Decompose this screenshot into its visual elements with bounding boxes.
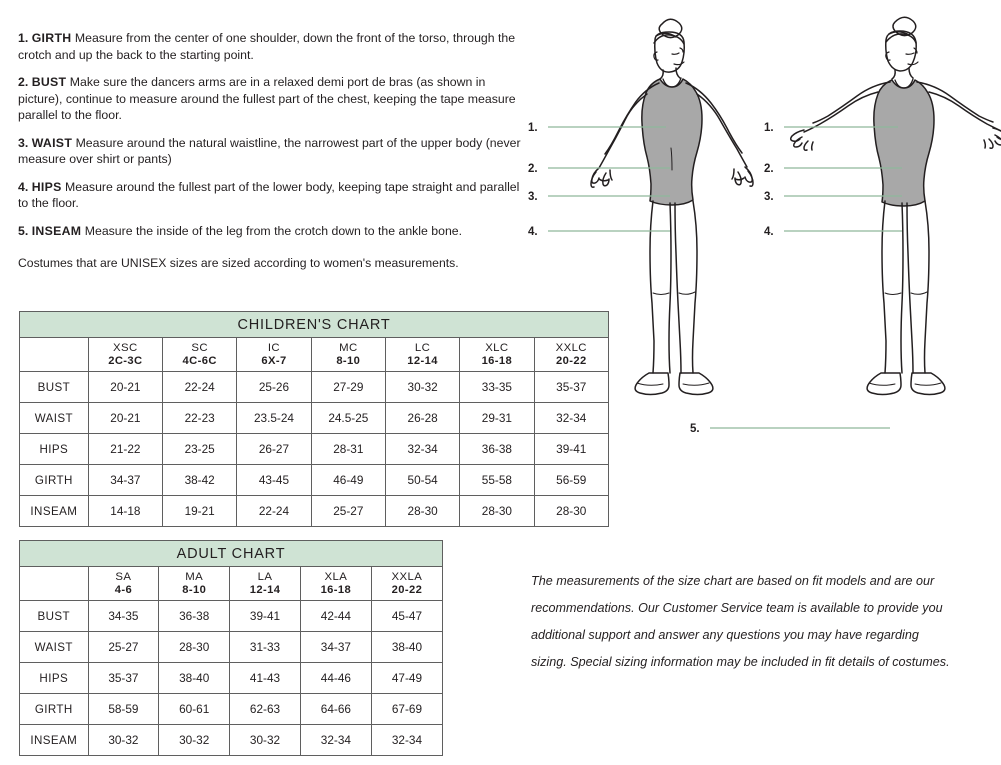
column-header [159, 567, 230, 601]
table-cell: 30-32 [230, 725, 301, 756]
table-cell: 28-30 [386, 496, 460, 527]
table-cell: 28-30 [534, 496, 608, 527]
table-cell: 20-21 [88, 372, 162, 403]
instructions-block [18, 30, 528, 271]
back-view-dancer [791, 17, 1001, 394]
instruction-text: Measure the inside of the leg from the crotch down to the ankle bone. [84, 223, 463, 238]
table-cell: 32-34 [371, 725, 442, 756]
table-cell: 36-38 [159, 601, 230, 632]
table-cell: 62-63 [230, 694, 301, 725]
table-cell: 31-33 [230, 632, 301, 663]
row-label: INSEAM [20, 725, 89, 756]
instruction-keyword: INSEAM [31, 223, 82, 238]
row-label: WAIST [20, 632, 89, 663]
row-label: INSEAM [20, 496, 89, 527]
column-size-name: XLC [485, 341, 509, 354]
table-cell: 44-46 [300, 663, 371, 694]
table-cell: 47-49 [371, 663, 442, 694]
adult-chart-title: ADULT CHART [20, 541, 443, 567]
table-title-row [20, 541, 443, 567]
instruction-number: 3. [18, 135, 29, 150]
table-cell: 24.5-25 [311, 403, 385, 434]
adult-size-table [19, 540, 443, 756]
table-cell: 35-37 [534, 372, 608, 403]
column-size-range: 20-22 [391, 583, 423, 596]
column-header [163, 338, 237, 372]
column-size-name: SA [115, 570, 132, 583]
table-header-row [20, 567, 443, 601]
table-cell: 19-21 [163, 496, 237, 527]
instruction-text: Make sure the dancers arms are in a relaxed demi port de bras (as shown in picture), continue to measure around the fullest part of the chest, keeping the tape measure parallel to the floor. [18, 75, 516, 122]
table-cell: 34-37 [88, 465, 162, 496]
column-header [88, 338, 162, 372]
table-cell: 41-43 [230, 663, 301, 694]
table-cell: 30-32 [88, 725, 159, 756]
table-cell: 28-31 [311, 434, 385, 465]
instruction-keyword: BUST [31, 75, 67, 89]
row-label: WAIST [20, 403, 89, 434]
table-cell: 23-25 [163, 434, 237, 465]
table-cell: 22-23 [163, 403, 237, 434]
callout-label-back-3: 3. [764, 191, 774, 203]
table-cell: 25-27 [311, 496, 385, 527]
table-cell: 27-29 [311, 372, 385, 403]
callout-label-front-1: 1. [528, 122, 538, 134]
column-header [88, 567, 159, 601]
table-cell: 42-44 [300, 601, 371, 632]
column-size-range: 2C-3C [108, 354, 143, 367]
instruction-text: Measure from the center of one shoulder, down the front of the torso, through the crotch and up the back to the starting point. [18, 31, 516, 62]
column-size-range: 8-10 [336, 354, 361, 367]
table-cell: 34-35 [88, 601, 159, 632]
table-cell: 28-30 [159, 632, 230, 663]
table-cell: 30-32 [159, 725, 230, 756]
table-cell: 30-32 [386, 372, 460, 403]
column-size-name: XXLC [555, 341, 587, 354]
column-size-range: 6X-7 [261, 354, 287, 367]
callout-label-back-2: 2. [764, 163, 774, 175]
callout-label-back-5: 5. [690, 423, 700, 435]
instruction-item [18, 223, 528, 240]
callout-label-front-2: 2. [528, 163, 538, 175]
table-cell: 23.5-24 [237, 403, 311, 434]
column-header [300, 567, 371, 601]
column-size-name: LA [257, 570, 273, 583]
front-view-dancer [591, 19, 753, 394]
table-cell: 39-41 [230, 601, 301, 632]
callout-label-back-4: 4. [764, 226, 774, 238]
instruction-number: 2. [18, 75, 29, 89]
callout-lines [548, 127, 902, 428]
table-cell: 21-22 [88, 434, 162, 465]
column-size-range: 20-22 [555, 354, 587, 367]
table-cell: 50-54 [386, 465, 460, 496]
column-size-name: XSC [113, 341, 138, 354]
corner-cell [20, 567, 89, 601]
table-cell: 32-34 [300, 725, 371, 756]
instruction-item [18, 30, 528, 63]
table-cell: 58-59 [88, 694, 159, 725]
table-cell: 25-26 [237, 372, 311, 403]
column-size-range: 4-6 [114, 583, 133, 596]
row-label: BUST [20, 601, 89, 632]
table-cell: 22-24 [163, 372, 237, 403]
table-cell: 46-49 [311, 465, 385, 496]
table-row [20, 601, 443, 632]
column-header [371, 567, 442, 601]
unisex-note: Costumes that are UNISEX sizes are sized according to women's measurements. [18, 256, 459, 270]
instruction-item [18, 74, 528, 124]
row-label: BUST [20, 372, 89, 403]
table-cell: 35-37 [88, 663, 159, 694]
column-size-range: 8-10 [182, 583, 207, 596]
instruction-item [18, 135, 528, 168]
table-cell: 26-28 [386, 403, 460, 434]
table-row [20, 496, 609, 527]
column-size-name: XLA [324, 570, 348, 583]
table-cell: 29-31 [460, 403, 534, 434]
table-cell: 20-21 [88, 403, 162, 434]
table-cell: 55-58 [460, 465, 534, 496]
instruction-item [18, 179, 528, 212]
table-row [20, 694, 443, 725]
instruction-keyword: HIPS [31, 179, 62, 194]
row-label: HIPS [20, 663, 89, 694]
table-cell: 14-18 [88, 496, 162, 527]
footnote-text: The measurements of the size chart are based on fit models and are our recommendations. Our Customer Service team is available to provide you additional support and answer any questions you may have regarding sizing. Special sizing information may be included in fit details of costumes. [531, 574, 950, 669]
table-cell: 36-38 [460, 434, 534, 465]
table-cell: 60-61 [159, 694, 230, 725]
row-label: GIRTH [20, 694, 89, 725]
column-size-name: XXLA [391, 570, 423, 583]
table-cell: 32-34 [534, 403, 608, 434]
table-cell: 45-47 [371, 601, 442, 632]
column-size-range: 12-14 [249, 583, 281, 596]
measurement-figures [520, 10, 1001, 480]
instruction-text: Measure around the natural waistline, the narrowest part of the upper body (never measure over shirt or pants) [18, 135, 521, 166]
table-cell: 22-24 [237, 496, 311, 527]
column-header [311, 338, 385, 372]
callout-label-front-3: 3. [528, 191, 538, 203]
column-size-name: IC [267, 341, 281, 354]
table-cell: 67-69 [371, 694, 442, 725]
table-cell: 38-40 [371, 632, 442, 663]
table-cell: 32-34 [386, 434, 460, 465]
column-header [386, 338, 460, 372]
corner-cell [20, 338, 89, 372]
table-cell: 38-40 [159, 663, 230, 694]
column-size-range: 16-18 [320, 583, 352, 596]
column-size-range: 16-18 [481, 354, 513, 367]
table-cell: 38-42 [163, 465, 237, 496]
table-cell: 43-45 [237, 465, 311, 496]
table-cell: 33-35 [460, 372, 534, 403]
row-label: GIRTH [20, 465, 89, 496]
instruction-number: 5. [18, 223, 29, 238]
instruction-keyword: WAIST [31, 135, 73, 150]
column-size-name: SC [191, 341, 208, 354]
column-size-name: MA [185, 570, 204, 583]
table-cell: 34-37 [300, 632, 371, 663]
column-size-name: LC [414, 341, 431, 354]
instruction-keyword: GIRTH [31, 31, 72, 45]
instruction-number: 1. [18, 31, 29, 45]
table-row [20, 725, 443, 756]
column-size-range: 4C-6C [182, 354, 217, 367]
childrens-chart-title: CHILDREN'S CHART [20, 312, 609, 338]
table-cell: 26-27 [237, 434, 311, 465]
instruction-number: 4. [18, 179, 29, 194]
table-cell: 56-59 [534, 465, 608, 496]
table-cell: 28-30 [460, 496, 534, 527]
callout-label-back-1: 1. [764, 122, 774, 134]
table-cell: 64-66 [300, 694, 371, 725]
row-label: HIPS [20, 434, 89, 465]
column-size-range: 12-14 [407, 354, 438, 367]
column-header [237, 338, 311, 372]
table-cell: 39-41 [534, 434, 608, 465]
table-row [20, 632, 443, 663]
table-row [20, 663, 443, 694]
table-cell: 25-27 [88, 632, 159, 663]
dancer-diagram-svg [520, 10, 1001, 480]
column-size-name: MC [339, 341, 358, 354]
instruction-text: Measure around the fullest part of the lower body, keeping tape straight and parallel to the floor. [18, 179, 520, 210]
column-header [230, 567, 301, 601]
callout-label-front-4: 4. [528, 226, 538, 238]
